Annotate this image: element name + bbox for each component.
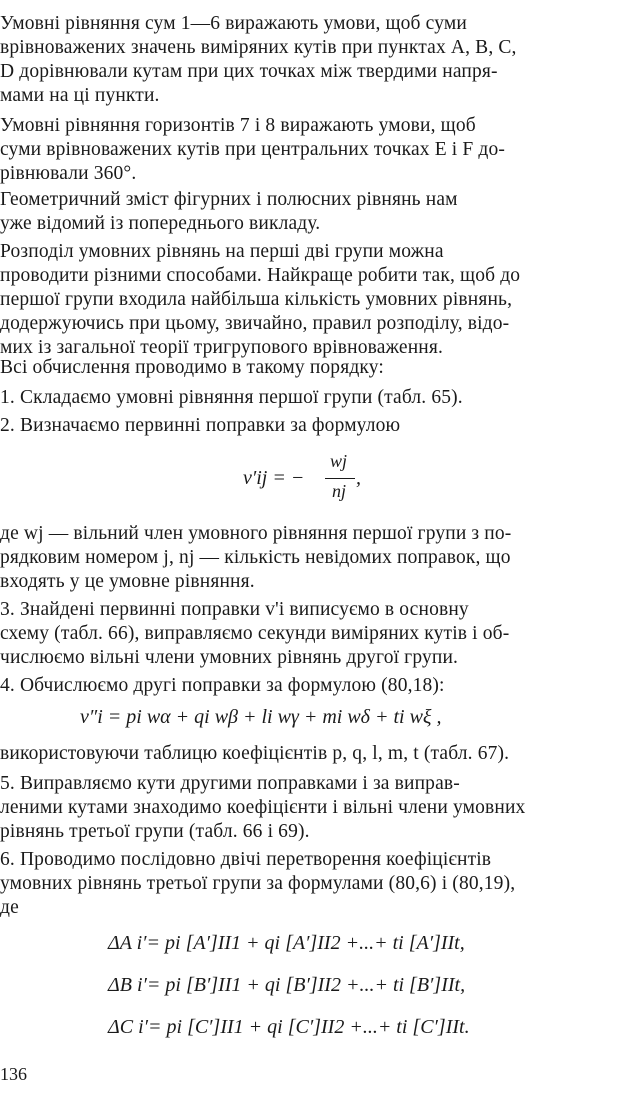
text-line: входять у це умовне рівняння.: [0, 571, 255, 592]
formula-tail: ,: [356, 467, 361, 489]
paragraph-5: Всі обчислення проводимо в такому порядку:: [0, 357, 384, 378]
list-item-2: 2. Визначаємо первинні поправки за формулою: [0, 415, 401, 436]
text-line: Умовні рівняння горизонтів 7 і 8 виражають умови, щоб: [0, 115, 476, 136]
text-line: проводити різними способами. Найкраще робити так, щоб до: [0, 265, 521, 286]
formula-delta-a: ΔA i′= pi [A′]II1 + qi [A′]II2 +...+ ti [A′]IIt,: [108, 932, 465, 954]
text-line: 3. Знайдені первинні поправки v'i виписуємо в основну: [0, 599, 469, 620]
formula-delta-c: ΔC i′= pi [C′]II1 + qi [C′]II2 +...+ ti [C′]IIt.: [108, 1016, 470, 1038]
text-line: 6. Проводимо послідовно двічі перетворення коефіцієнтів: [0, 849, 492, 870]
text-line: врівноважених значень виміряних кутів при пунктах A, B, C,: [0, 37, 517, 58]
list-item-4: 4. Обчислюємо другі поправки за формулою (80,18):: [0, 675, 445, 696]
formula-denominator: nj: [332, 481, 347, 501]
text-line: де: [0, 897, 19, 918]
text-line: уже відомий із попереднього викладу.: [0, 213, 321, 234]
text-line: Умовні рівняння сум 1—6 виражають умови, щоб суми: [0, 13, 467, 34]
fraction-bar: [325, 478, 355, 479]
text-line: мих із загальної теорії тригрупового врівноваження.: [0, 337, 444, 358]
paragraph-11: використовуючи таблицю коефіцієнтів p, q, l, m, t (табл. 67).: [0, 743, 510, 764]
formula-lhs: v′ij = −: [243, 467, 305, 489]
text-line: суми врівноважених кутів при центральних точках E і F до-: [0, 139, 506, 160]
text-line: де wj — вільний член умовного рівняння першої групи з по-: [0, 523, 512, 544]
formula-numerator: wj: [330, 451, 348, 471]
text-line: рядковим номером j, nj — кількість невідомих поправок, що: [0, 547, 511, 568]
text-line: мами на ці пункти.: [0, 85, 160, 106]
text-line: рівнянь третьої групи (табл. 66 і 69).: [0, 821, 310, 842]
text-line: першої групи входила найбільша кількість умовних рівнянь,: [0, 289, 513, 310]
formula-delta-b: ΔB i′= pi [B′]II1 + qi [B′]II2 +...+ ti [B′]IIt,: [108, 974, 466, 996]
text-line: умовних рівнянь третьої групи за формулами (80,6) і (80,19),: [0, 873, 516, 894]
text-line: числюємо вільні члени умовних рівнянь другої групи.: [0, 647, 459, 668]
text-line: Геометричний зміст фігурних і полюсних рівнянь нам: [0, 189, 458, 210]
text-line: леними кутами знаходимо коефіцієнти і вільні члени умовних: [0, 797, 526, 818]
text-line: рівнювали 360°.: [0, 163, 137, 184]
text-line: D дорівнювали кутам при цих точках між твердими напря-: [0, 61, 498, 82]
text-line: схему (табл. 66), виправляємо секунди виміряних кутів і об-: [0, 623, 510, 644]
page-number: 136: [0, 1064, 27, 1084]
text-line: додержуючись при цьому, звичайно, правил розподілу, відо-: [0, 313, 510, 334]
text-line: Розподіл умовних рівнянь на перші дві групи можна: [0, 241, 444, 262]
formula-second-correction: v″i = pi wα + qi wβ + li wγ + mi wδ + ti wξ ,: [80, 706, 442, 728]
text-line: 5. Виправляємо кути другими поправками і за виправ-: [0, 773, 460, 794]
list-item-1: 1. Складаємо умовні рівняння першої групи (табл. 65).: [0, 387, 463, 408]
